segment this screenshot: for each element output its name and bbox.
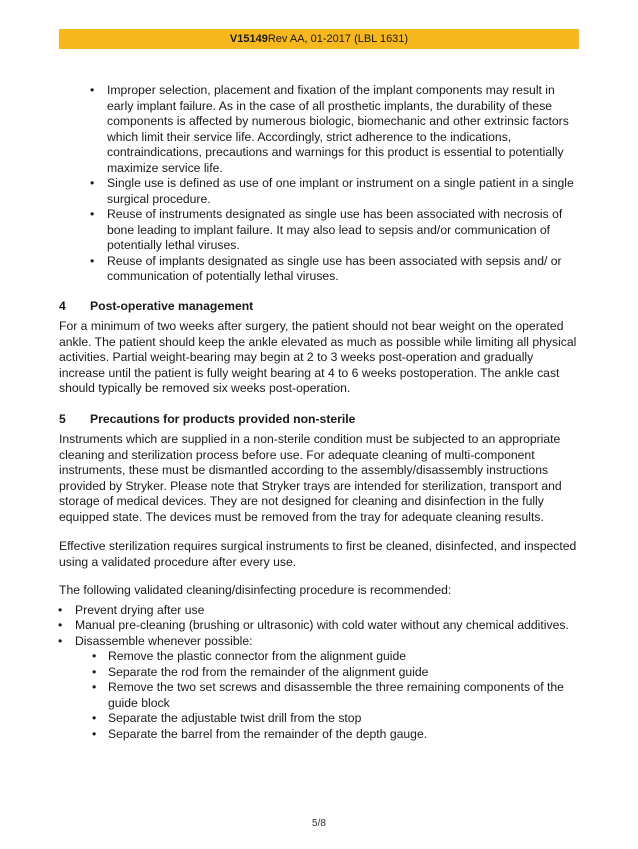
list-item: • Improper selection, placement and fixation of the implant components may result in early implant failure. As in the case of all prosthetic implants, the durability of these components is affected by numerous biologic, biomechanic and other extrinsic factors which limit their service life. Accordingly, strict adherence to the indications, contraindications, precautions and warnings for this product is essential to potentially maximize service life. xyxy=(107,83,579,176)
section-title: Post-operative management xyxy=(90,298,254,313)
section-5-para-3: The following validated cleaning/disinfecting procedure is recommended: xyxy=(59,583,452,597)
list-item xyxy=(75,634,579,743)
list-item: • Separate the rod from the remainder of the alignment guide xyxy=(108,665,579,681)
list-item: • Separate the adjustable twist drill from the stop xyxy=(108,711,579,727)
section-4-heading xyxy=(59,299,579,315)
doc-id: V15149 xyxy=(229,33,268,45)
section-4-body: For a minimum of two weeks after surgery, the patient should not bear weight on the operated ankle. The patient should keep the ankle elevated as much as possible while limiting all physical activities. Partial weight-bearing may begin at 2 to 3 weeks post-operation and gradually increase until the patient is fully weight bearing at 4 to 6 weeks postoperation. The ankle cast should typically be removed six weeks post-operation. xyxy=(59,319,577,395)
list-item-label: Disassemble whenever possible: xyxy=(75,633,253,648)
list-item: • Single use is defined as use of one implant or instrument on a single patient in a single surgical procedure. xyxy=(107,176,579,207)
disassembly-list xyxy=(75,649,579,742)
page-content xyxy=(59,83,579,742)
list-item: • Reuse of implants designated as single use has been associated with sepsis and/ or communication of potentially lethal viruses. xyxy=(107,254,579,285)
list-item: • Manual pre-cleaning (brushing or ultrasonic) with cold water without any chemical additives. xyxy=(75,618,579,634)
list-item: • Separate the barrel from the remainder of the depth gauge. xyxy=(108,727,579,743)
list-item: • Prevent drying after use xyxy=(75,603,579,619)
list-item: • Reuse of instruments designated as single use has been associated with necrosis of bone leading to implant failure. It may also lead to sepsis and/or communication of potentially lethal viruses. xyxy=(107,207,579,254)
doc-revision: Rev AA, 01-2017 (LBL 1631) xyxy=(267,33,409,45)
cleaning-steps-list xyxy=(59,603,579,743)
list-item: • Remove the two set screws and disassemble the three remaining components of the guide block xyxy=(108,680,579,711)
document-header-bar xyxy=(59,29,579,49)
section-number: 4 xyxy=(59,298,66,313)
list-item: • Remove the plastic connector from the alignment guide xyxy=(108,649,579,665)
section-5-heading xyxy=(59,412,579,428)
page-number: 5/8 xyxy=(312,818,326,829)
section-title: Precautions for products provided non-sterile xyxy=(90,411,356,426)
section-5-para-1: Instruments which are supplied in a non-sterile condition must be subjected to an appropriate cleaning and sterilization process before use. For adequate cleaning of multi-component instruments, these must be dismantled according to the assembly/disassembly instructions provided by Stryker. Please note that Stryker trays are intended for sterilization, transport and storage of medical devices. They are not designed for cleaning and disinfection in the fully equipped state. The devices must be removed from the tray for adequate cleaning results. xyxy=(59,432,562,524)
section-number: 5 xyxy=(59,411,66,426)
section-5-para-2: Effective sterilization requires surgical instruments to first be cleaned, disinfected, and inspected using a validated procedure after every use. xyxy=(59,539,577,569)
warnings-list xyxy=(59,83,579,285)
